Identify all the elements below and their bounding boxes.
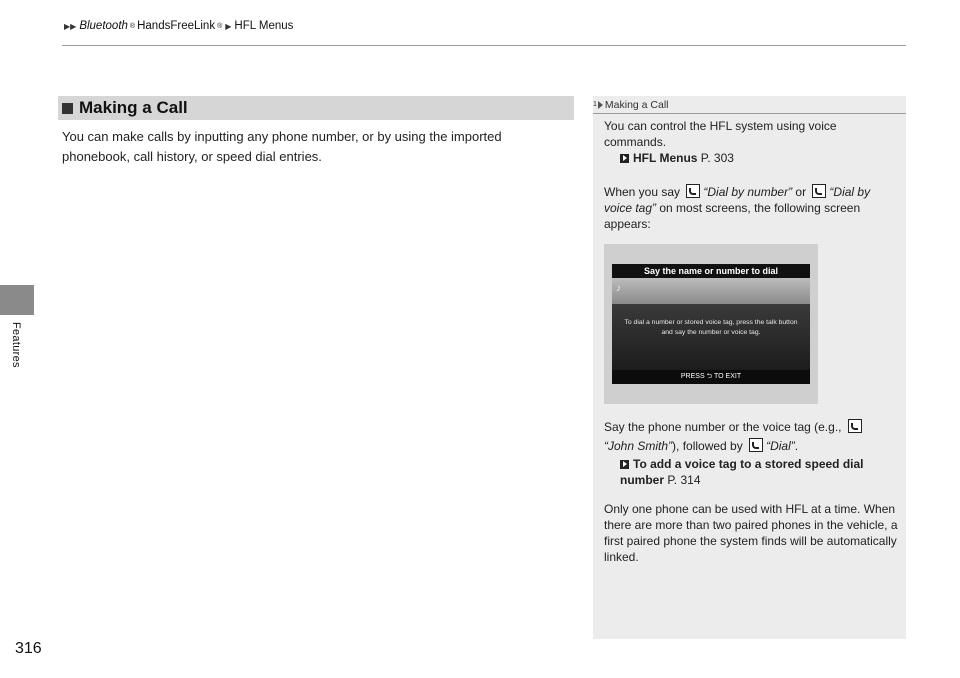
sidebar-p2b: “Dial by number” <box>703 185 793 199</box>
sidebar-paragraph-2 <box>604 184 899 232</box>
sidebar-p1-text: You can control the HFL system using voice commands. <box>604 119 837 149</box>
screen-illustration <box>604 244 818 404</box>
sidebar-note <box>593 96 906 639</box>
breadcrumb-arrow-icon: ▶ <box>225 21 232 31</box>
breadcrumb-handsfreelink: HandsFreeLink <box>137 20 216 32</box>
section-heading-bar <box>58 96 574 120</box>
sidebar-p3a: Say the phone number or the voice tag (e.g., <box>604 420 845 434</box>
sidebar-heading <box>593 96 906 114</box>
sidebar-p3e: . <box>794 439 799 453</box>
note-arrow-icon <box>598 101 603 109</box>
breadcrumb <box>63 20 293 32</box>
screen-footer: PRESS ⮌ TO EXIT <box>612 370 810 384</box>
sidebar-p3c: ), followed by <box>672 439 747 453</box>
section-body: You can make calls by inputting any phone number, or by using the imported phonebook, call history, or speed dial entries. <box>62 129 502 164</box>
registered-mark: ® <box>129 22 136 30</box>
screen-header: Say the name or number to dial <box>612 264 810 278</box>
talk-button-icon <box>749 438 763 452</box>
screen-message: To dial a number or stored voice tag, press the talk button and say the number or voice tag. <box>624 319 798 336</box>
registered-mark: ® <box>217 22 223 30</box>
ref-voice-tag-label: To add a voice tag to a stored speed dial number <box>620 457 864 487</box>
sidebar-p2a: When you say <box>604 185 684 199</box>
breadcrumb-hfl-menus: HFL Menus <box>234 20 294 32</box>
ref-hfl-menus-page: P. 303 <box>697 151 734 165</box>
chapter-tab <box>0 285 34 315</box>
ref-voice-tag-page: P. 314 <box>664 473 701 487</box>
breadcrumb-arrow-icon: ▶▶ <box>64 21 77 31</box>
talk-button-icon <box>848 419 862 433</box>
ref-hfl-menus-label: HFL Menus <box>633 151 698 165</box>
sidebar-p3d: “Dial” <box>766 439 795 453</box>
ref-voice-tag[interactable] <box>604 456 899 488</box>
ref-hfl-menus[interactable] <box>604 150 899 166</box>
sidebar-p2c: or <box>792 185 810 199</box>
header-rule <box>62 45 906 46</box>
section-title: Making a Call <box>79 98 188 117</box>
sidebar-p2e: on most screens, the following screen appears: <box>604 201 861 231</box>
sidebar-paragraph-4: Only one phone can be used with HFL at a time. When there are more than two paired phones in the vehicle, a first paired phone the system finds will be automatically linked. <box>604 502 898 564</box>
sidebar-paragraph-3 <box>604 418 899 488</box>
microphone-icon: ♪ <box>616 283 621 294</box>
screen-band <box>612 278 810 304</box>
chapter-label: Features <box>10 322 22 368</box>
breadcrumb-bluetooth: Bluetooth <box>79 20 128 32</box>
sidebar-paragraph-1 <box>604 118 899 166</box>
sidebar-p2d: “Dial by voice tag” <box>604 185 871 215</box>
screen-display <box>612 264 810 384</box>
talk-button-icon <box>812 184 826 198</box>
sidebar-p3b: “John Smith” <box>604 439 673 453</box>
reference-arrow-icon <box>620 460 629 469</box>
talk-button-icon <box>686 184 700 198</box>
sidebar-heading-label: Making a Call <box>604 98 669 111</box>
page-number: 316 <box>15 640 42 657</box>
reference-arrow-icon <box>620 154 629 163</box>
section-square-icon <box>62 103 73 114</box>
note-number: 1 <box>593 101 597 108</box>
